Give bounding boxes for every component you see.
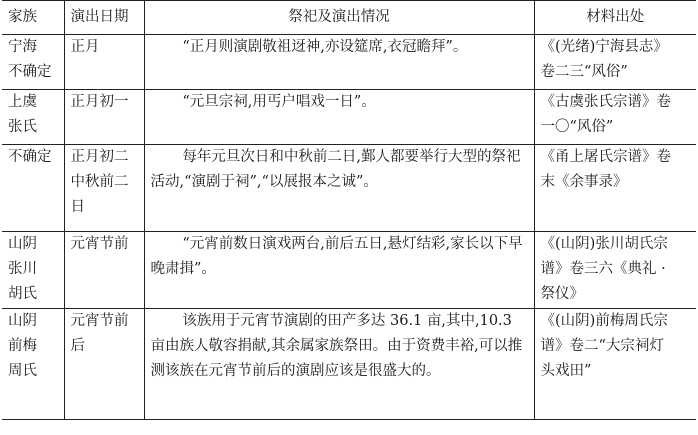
table-row — [2, 232, 696, 309]
header-date: 演出日期 — [64, 1, 144, 35]
source-cell: 《(山阴)前梅周氏宗 谱》卷二“大宗祠灯 头戏田” — [534, 309, 696, 420]
date-cell: 正月初二 中秋前二 日 — [64, 145, 144, 232]
situation-cell: “元宵前数日演戏两台,前后五日,悬灯结彩,家长以下早晚肃揖”。 — [144, 232, 534, 309]
family-cell: 山阴 张川 胡氏 — [2, 232, 64, 309]
family-cell: 宁海 不确定 — [2, 35, 64, 90]
situation-cell: 该族用于元宵节演剧的田产多达 36.1 亩,其中,10.3 亩由族人敬容捐献,其余属家族祭田。由于资费丰裕,可以推测该族在元宵节前后的演剧应该是很盛大的。 — [144, 309, 534, 420]
date-cell: 元宵节前 — [64, 232, 144, 309]
source-cell: 《(光绪)宁海县志》 卷二三“风俗” — [534, 35, 696, 90]
family-cell: 山阴 前梅 周氏 — [2, 309, 64, 420]
situation-cell: “正月则演剧敬祖迓神,亦设筵席,衣冠瞻拜”。 — [144, 35, 534, 90]
table-header-row — [2, 1, 696, 35]
source-cell: 《古虞张氏宗谱》卷 一〇“风俗” — [534, 90, 696, 145]
table-row — [2, 309, 696, 420]
ritual-performance-table — [2, 0, 696, 420]
date-cell: 元宵节前 后 — [64, 309, 144, 420]
source-cell: 《(山阴)张川胡氏宗 谱》卷三六《典礼 · 祭仪》 — [534, 232, 696, 309]
header-family: 家族 — [2, 1, 64, 35]
table-row — [2, 90, 696, 145]
source-cell: 《甬上屠氏宗谱》卷 末《余事录》 — [534, 145, 696, 232]
situation-cell: 每年元旦次日和中秋前二日,鄞人都要举行大型的祭祀活动,“演剧于祠”,“以展报本之诚”。 — [144, 145, 534, 232]
table-row — [2, 145, 696, 232]
family-cell: 不确定 — [2, 145, 64, 232]
header-situation: 祭祀及演出情况 — [144, 1, 534, 35]
situation-cell: “元旦宗祠,用丐户唱戏一日”。 — [144, 90, 534, 145]
date-cell: 正月初一 — [64, 90, 144, 145]
date-cell: 正月 — [64, 35, 144, 90]
family-cell: 上虞 张氏 — [2, 90, 64, 145]
header-source: 材料出处 — [534, 1, 696, 35]
table-row — [2, 35, 696, 90]
